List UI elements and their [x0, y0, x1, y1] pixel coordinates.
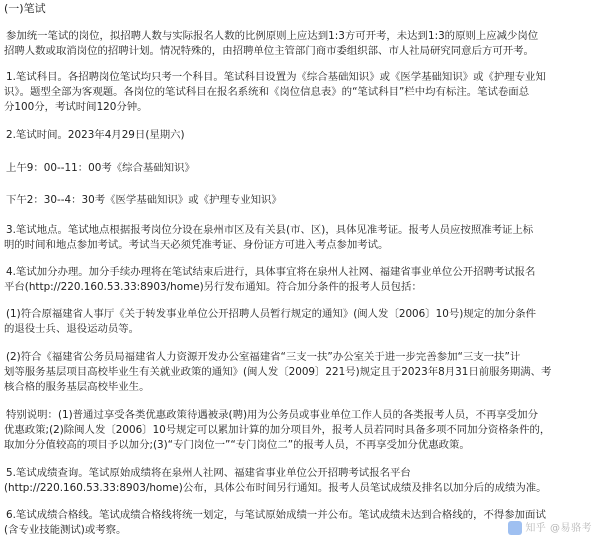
- text-line: 取加分分值较高的项目予以加分;(3)“专门岗位一”“专门岗位二”的报考人员，不再享受加分优惠政策。: [4, 439, 470, 451]
- text-line: 2.笔试时间。2023年4月29日(星期六): [6, 129, 185, 141]
- zhihu-logo-icon: [508, 521, 522, 535]
- text-line: (2)符合《福建省公务员局福建省人力资源开发办公室福建省“三支一扶”办公室关于进一步完善参加“三支一扶”计: [6, 351, 521, 363]
- text-line: 下午2：30--4：30考《医学基础知识》或《护理专业知识》: [6, 194, 282, 206]
- text-line: (含专业技能测试)或考察。: [4, 524, 127, 536]
- paragraph-score-query: [4, 466, 594, 496]
- text-line: (1)符合原福建省人事厅《关于转发事业单位公开招聘人员暂行规定的通知》(闽人发〔2006〕10号)规定的加分条件: [6, 308, 537, 320]
- text-line: (http://220.160.53.33:8903/home)公布，具体公布时间另行通知。报考人员笔试成绩及排名以加分后的成绩为准。: [4, 482, 547, 494]
- paragraph-bonus-item-2: [4, 350, 594, 395]
- text-line: 明的时间和地点参加考试。考试当天必须凭准考证、身份证方可进入考点参加考试。: [4, 239, 389, 251]
- text-line: 上午9：00--11：00考《综合基础知识》: [6, 162, 195, 174]
- paragraph-exam-date: [4, 128, 594, 143]
- text-line: 划等服务基层项目高校毕业生有关就业政策的通知》(闽人发〔2009〕221号)规定且于2023年8月31日前服务期满、考: [4, 366, 552, 378]
- text-line: 的退役士兵、退役运动员等。: [4, 323, 140, 335]
- text-line: 1.笔试科目。各招聘岗位笔试均只考一个科目。笔试科目设置为《综合基础知识》或《医学基础知识》或《护理专业知: [6, 71, 546, 83]
- watermark: [508, 521, 592, 536]
- text-line: 6.笔试成绩合格线。笔试成绩合格线将统一划定，与笔试原始成绩一并公布。笔试成绩未达到合格线的，不得参加面试: [6, 509, 546, 521]
- text-line: 3.笔试地点。笔试地点根据报考岗位分设在泉州市区及有关县(市、区)，具体见准考证。报考人员应按照准考证上标: [6, 224, 534, 236]
- paragraph-bonus-points: [4, 265, 594, 295]
- text-line: 特别说明：(1)普通过享受各类优惠政策待遇被录(聘)用为公务员或事业单位工作人员的各类报考人员，不再享受加分: [6, 409, 538, 421]
- paragraph-afternoon-session: [4, 193, 594, 208]
- paragraph-ratio-rule: [4, 29, 594, 59]
- paragraph-morning-session: [4, 161, 594, 176]
- paragraph-pass-line: [4, 508, 594, 538]
- text-line: 4.笔试加分办理。加分手续办理将在笔试结束后进行，具体事宜将在泉州人社网、福建省事业单位公开招聘考试报名: [6, 266, 536, 278]
- text-line: 分100分，考试时间120分钟。: [4, 101, 148, 113]
- text-line: 识》。题型全部为客观题。各岗位的笔试科目在报名系统和《岗位信息表》的“笔试科目”栏中均有标注。笔试卷面总: [4, 86, 530, 98]
- text-line: 核合格的服务基层高校毕业生。: [4, 381, 150, 393]
- text-line: 5.笔试成绩查询。笔试原始成绩将在泉州人社网、福建省事业单位公开招聘考试报名平台: [6, 467, 411, 479]
- text-line: 优惠政策;(2)除闽人发〔2006〕10号规定可以累加计算的加分项目外，报考人员若同时具备多项不同加分资格条件的，: [4, 424, 551, 436]
- text-line: 参加统一笔试的岗位，拟招聘人数与实际报名人数的比例原则上应达到1:3方可开考，未达到1:3的原则上应减少岗位: [6, 30, 539, 42]
- paragraph-special-notes: [4, 408, 594, 453]
- watermark-text: 知乎 @易骆考: [525, 523, 592, 534]
- text-line: 招聘人数或取消岗位的招聘计划。情况特殊的，由招聘单位主管部门商市委组织部、市人社局研究同意后方可开考。: [4, 45, 534, 57]
- section-title: (一)笔试: [4, 2, 46, 15]
- paragraph-bonus-item-1: [4, 307, 594, 337]
- paragraph-exam-location: [4, 223, 594, 253]
- text-line: 平台(http://220.160.53.33:8903/home)另行发布通知。符合加分条件的报考人员包括：: [4, 281, 422, 293]
- paragraph-exam-subject: [4, 70, 594, 115]
